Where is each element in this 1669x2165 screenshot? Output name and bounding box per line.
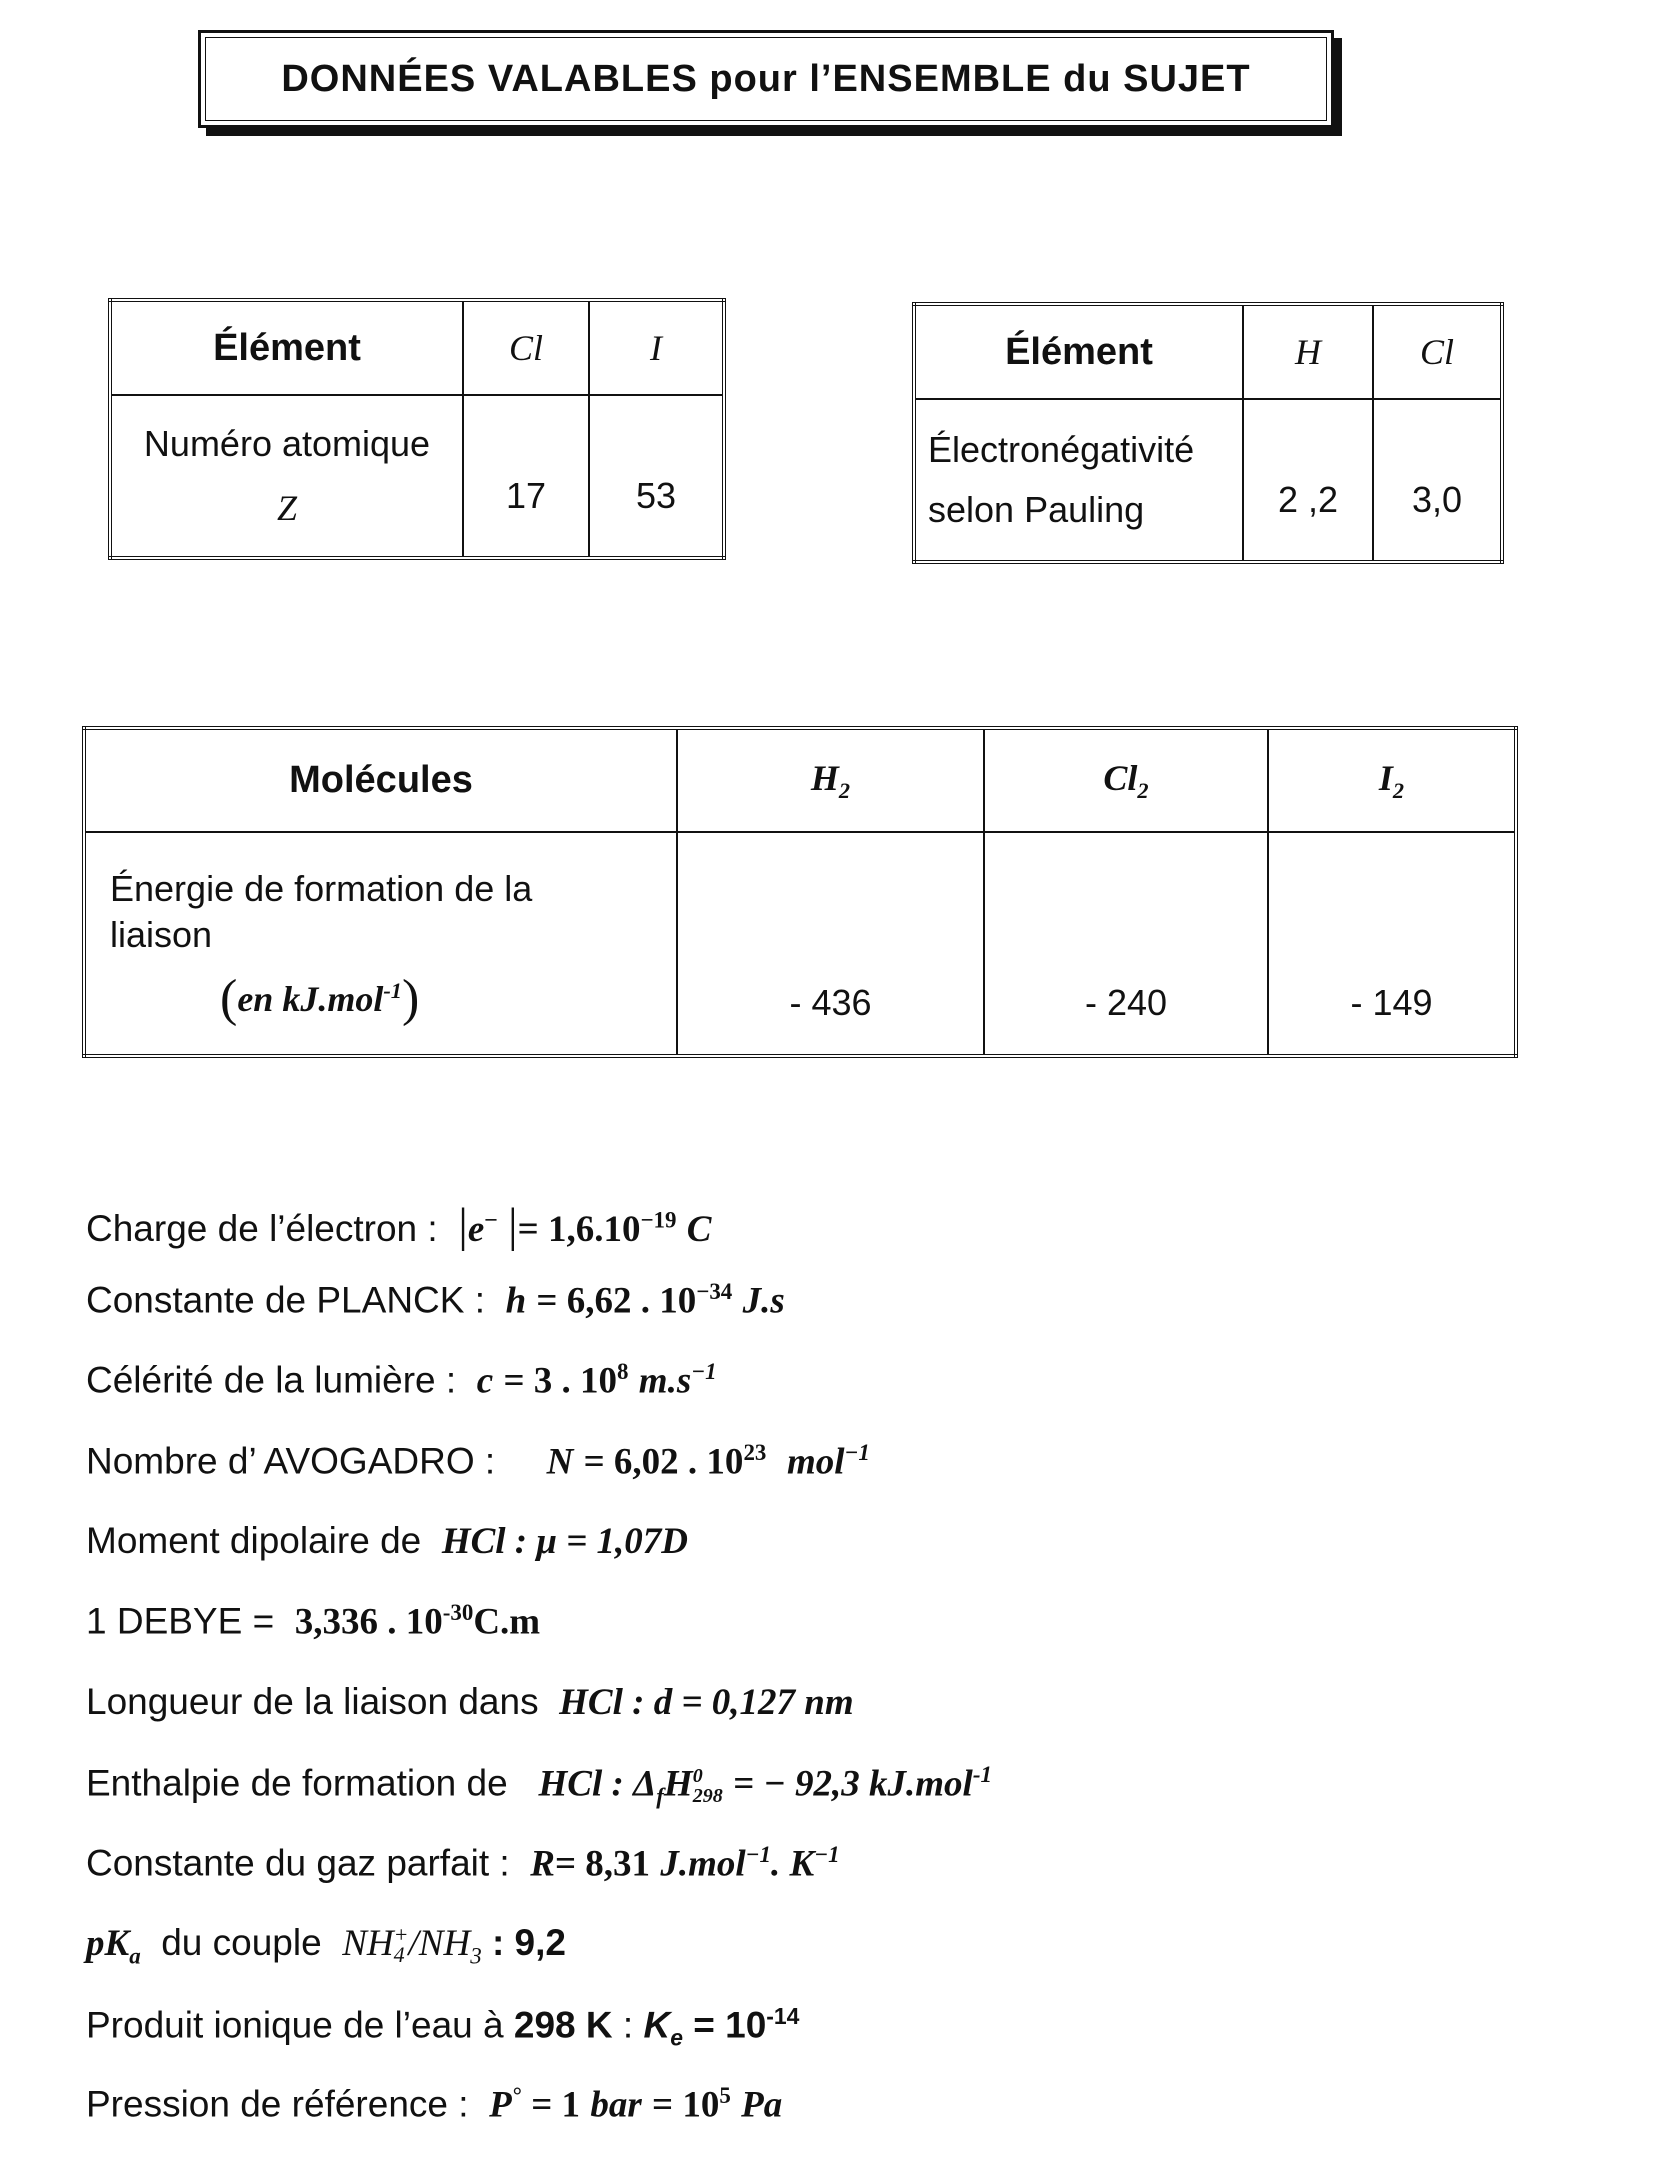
constant-exp: -30 [442, 1600, 474, 1625]
constant-lhs: h [505, 1280, 527, 1322]
couple-b: /NH [408, 1923, 471, 1964]
value-cl-z: 17 [463, 395, 589, 558]
electronegativity-table [912, 302, 1504, 564]
temperature: 298 K [513, 2004, 613, 2046]
constant-label: Nombre d’ AVOGADRO : [86, 1440, 496, 1482]
title-inner-frame [205, 37, 1327, 121]
couple-b-sub: 3 [470, 1943, 482, 1969]
constant-label: du couple [161, 1922, 322, 1963]
constant-unit: mol [786, 1441, 845, 1483]
couple-sup: + [393, 1922, 409, 1948]
constant-unit: C [686, 1209, 712, 1250]
constant-expr-a: HCl : Δ [538, 1763, 657, 1805]
pka-value: : 9,2 [491, 1922, 566, 1963]
row-label-line2: selon Pauling [928, 489, 1145, 530]
constant-unit: J.mol [660, 1843, 746, 1885]
row-label-atomic-number [110, 395, 463, 558]
constant-unit: m.s [638, 1360, 692, 1402]
value-cl2-energy: - 240 [984, 832, 1268, 1056]
value-i-z: 53 [589, 395, 724, 558]
constant-label: Produit ionique de l’eau à [86, 2004, 504, 2046]
unit-line [110, 958, 676, 1027]
constant-water-ionic-product [86, 2003, 799, 2052]
constant-formation-enthalpy [86, 1762, 992, 1810]
constant-expr-b: H [663, 1763, 693, 1805]
paren-open: ( [220, 969, 238, 1027]
constant-eq2: = 10 [652, 2084, 720, 2126]
constant-debye [86, 1600, 540, 1643]
constant-planck [86, 1279, 785, 1322]
row-label-bond-energy [84, 832, 677, 1056]
bond-energy-table [82, 726, 1518, 1058]
constant-eq: = 3 . 10 [503, 1360, 618, 1402]
couple-sub: 4 [393, 1942, 405, 1968]
couple-a: NH [342, 1923, 394, 1964]
constant-expr: HCl : d = 0,127 nm [559, 1682, 854, 1723]
abs-bar-left: | [458, 1199, 468, 1252]
constant-unit-exp: −1 [844, 1440, 870, 1465]
constant-label: Moment dipolaire de [86, 1520, 422, 1561]
value-i2-energy: - 149 [1268, 832, 1516, 1056]
col-i: I [589, 300, 724, 395]
constant-lhs: R [530, 1843, 555, 1885]
constant-eq: = 6,02 . 10 [583, 1441, 744, 1483]
h2-sub: 2 [838, 778, 851, 804]
constant-label: Célérité de la lumière : [86, 1359, 457, 1401]
constant-exp: −34 [696, 1279, 733, 1304]
constant-bond-length [86, 1681, 854, 1724]
constant-unit-exp: −1 [745, 1842, 772, 1867]
constant-unit: bar [590, 2084, 642, 2126]
constant-label: Enthalpie de formation de [86, 1762, 508, 1804]
constant-exp: -14 [766, 2003, 800, 2029]
constant-expr-sub: f [656, 1783, 664, 1809]
constant-eq: = 6,62 . 10 [536, 1280, 697, 1322]
constant-reference-pressure [86, 2083, 782, 2126]
constant-unit2: . K [771, 1843, 815, 1885]
row-label-line1: Énergie de formation de la [110, 867, 533, 909]
constant-label: Longueur de la liaison dans [86, 1681, 539, 1722]
pka-sub: a [129, 1943, 141, 1969]
table-header-element: Élément [110, 300, 463, 395]
constant-avogadro [86, 1440, 870, 1483]
row-label-z: Z [276, 488, 298, 528]
i2-base: I [1378, 757, 1393, 798]
value-h2-energy: - 436 [677, 832, 984, 1056]
constant-unit-exp: −1 [691, 1359, 717, 1384]
constant-eq: = 1 [531, 2084, 581, 2126]
constant-expr-b-sup: 0 [692, 1764, 703, 1787]
row-label-electronegativity [914, 399, 1243, 562]
value-cl-en: 3,0 [1373, 399, 1502, 562]
constant-label: Pression de référence : [86, 2083, 469, 2125]
i2-sub: 2 [1392, 778, 1405, 804]
col-h2 [677, 728, 984, 832]
constant-eq: 3,336 . 10 [294, 1601, 443, 1643]
constant-lhs: e [467, 1209, 485, 1250]
table-header-molecules: Molécules [84, 728, 677, 832]
value-h-en: 2 ,2 [1243, 399, 1373, 562]
couple-scripts [393, 1922, 409, 1968]
constant-eq: = 10 [693, 2004, 767, 2046]
constant-exp: 8 [617, 1359, 629, 1384]
constant-unit2-exp: −1 [814, 1842, 840, 1867]
constant-pka [86, 1922, 566, 1969]
constant-unit2: Pa [741, 2084, 783, 2126]
constant-exp: −19 [640, 1207, 677, 1233]
scripts-stack [693, 1766, 723, 1806]
constant-expr: HCl : μ = 1,07D [441, 1521, 689, 1562]
constant-lhs: N [546, 1441, 574, 1483]
constant-dipole-moment [86, 1520, 688, 1563]
constant-unit: C.m [473, 1601, 541, 1643]
constant-expr-c: = − 92,3 kJ.mol [732, 1763, 973, 1805]
unit-exp: -1 [383, 977, 402, 1003]
constant-exp: 23 [743, 1440, 767, 1465]
atomic-number-table [108, 298, 726, 560]
constant-label: 1 DEBYE = [86, 1600, 275, 1642]
constant-lhs: P [489, 2084, 512, 2126]
constant-label: Constante de PLANCK : [86, 1279, 485, 1321]
col-cl: Cl [463, 300, 589, 395]
col-i2 [1268, 728, 1516, 832]
paren-close: ) [401, 969, 420, 1027]
constant-label: Constante du gaz parfait : [86, 1842, 510, 1884]
constant-lhs-sup: ° [511, 2083, 521, 2108]
constant-eq: = 1,6.10 [517, 1209, 641, 1250]
constant-lhs-sup: − [484, 1206, 498, 1233]
constant-label: Charge de l’électron : [86, 1208, 438, 1249]
pka-label: pK [86, 1923, 130, 1964]
constant-expr-b-sub: 298 [692, 1784, 723, 1807]
h2-base: H [810, 757, 839, 798]
unit-text: en kJ.mol [237, 978, 384, 1019]
row-label-line1: Électronégativité [928, 429, 1195, 470]
constant-gas [86, 1842, 840, 1885]
constant-electron-charge [86, 1198, 711, 1253]
row-label-line2: liaison [110, 913, 213, 955]
ke-symbol: K [643, 2004, 671, 2046]
title-box [198, 30, 1334, 128]
constant-lhs: c [476, 1360, 494, 1402]
constant-expr-c-exp: -1 [972, 1762, 992, 1787]
constant-exp: 5 [719, 2083, 731, 2108]
separator: : [622, 2004, 634, 2046]
constant-light-speed [86, 1359, 717, 1402]
col-cl-2: Cl [1373, 304, 1502, 399]
cl2-sub: 2 [1137, 778, 1149, 804]
cl2-base: Cl [1103, 757, 1138, 798]
constant-unit: J.s [742, 1280, 785, 1322]
constant-eq: = 8,31 [554, 1843, 651, 1885]
ke-sub: e [670, 2024, 683, 2051]
col-h: H [1243, 304, 1373, 399]
page-title: DONNÉES VALABLES pour l’ENSEMBLE du SUJET [281, 57, 1251, 100]
col-cl2 [984, 728, 1268, 832]
row-label-line1: Numéro atomique [143, 423, 431, 464]
table-header-element-2: Élément [914, 304, 1243, 399]
abs-bar-right: | [508, 1199, 518, 1252]
